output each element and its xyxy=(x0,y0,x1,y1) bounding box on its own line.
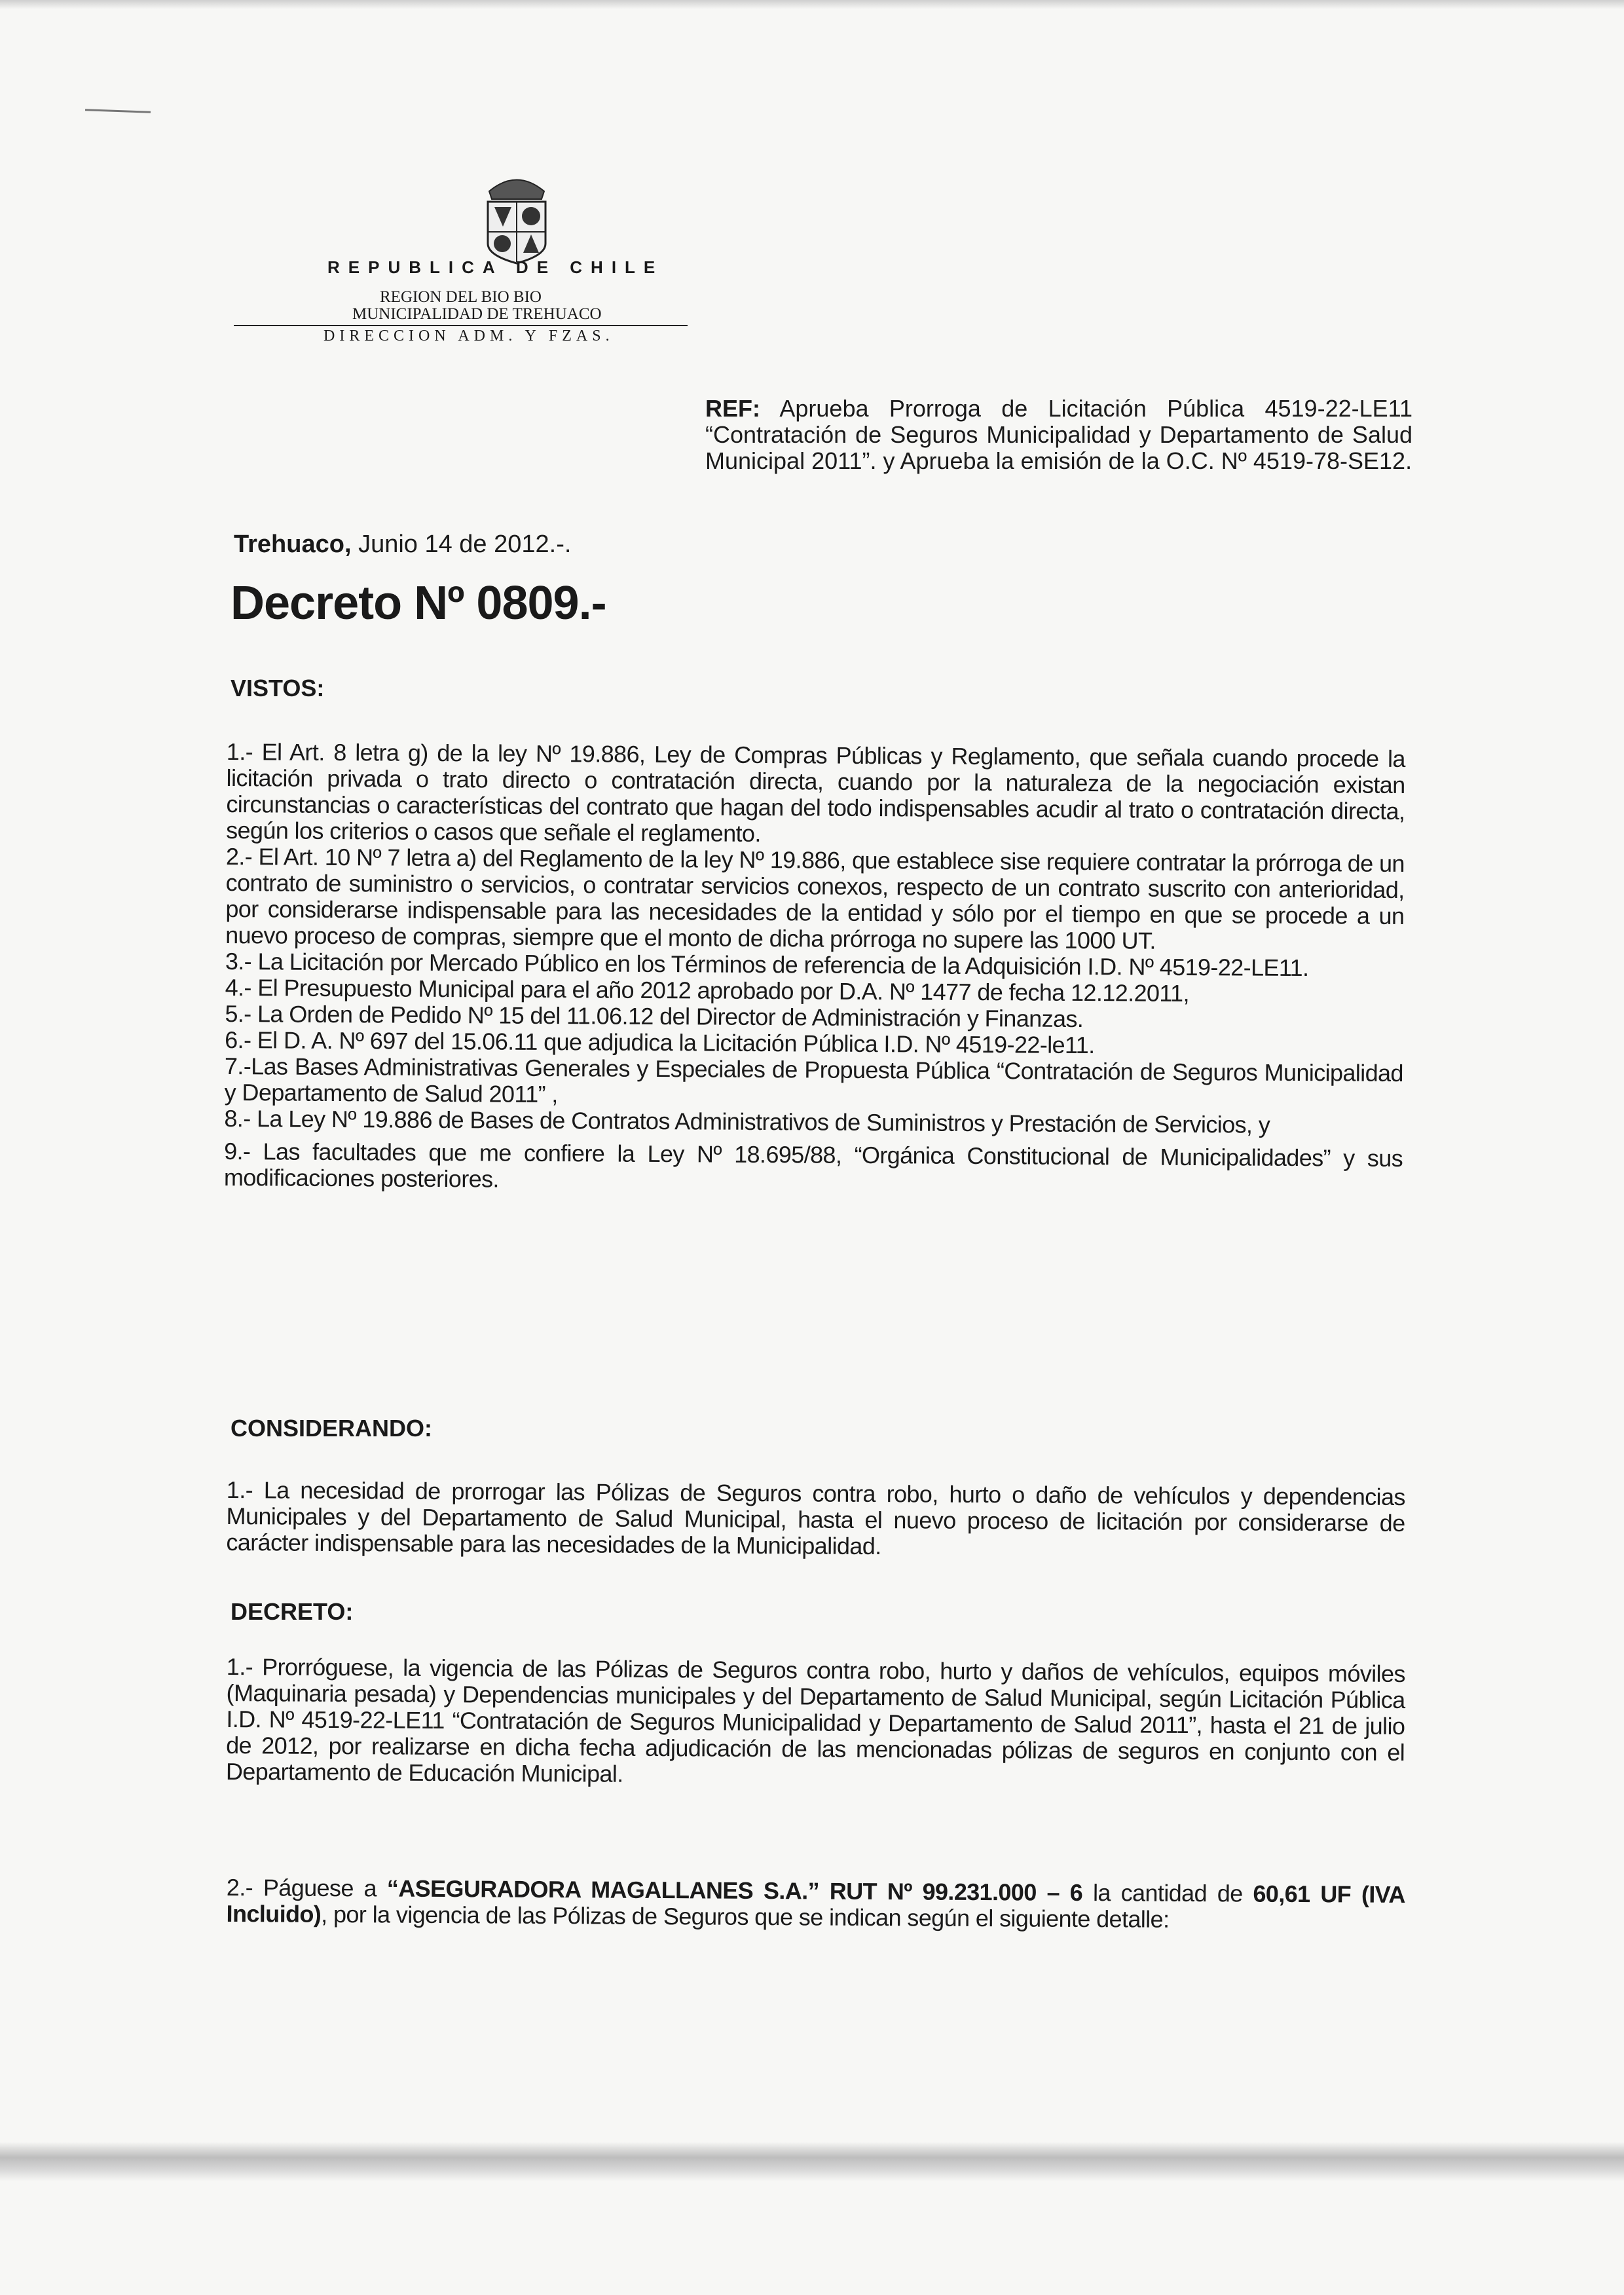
vistos-heading: VISTOS: xyxy=(231,675,325,701)
vistos-item: 7.-Las Bases Administrativas Generales y Especiales de Propuesta Pública “Contratación de Seguros Municipalidad y Departamento de Salud 2011” , xyxy=(224,1052,1404,1108)
municipal-coat-of-arms-icon xyxy=(483,172,551,265)
decreto-heading: DECRETO: xyxy=(231,1598,354,1625)
vistos-item: 1.- El Art. 8 letra g) de la ley Nº 19.886, Ley de Compras Públicas y Reglamento, que señala cuando procede la licitación privada o trato directo o contratación directa, cuando por la naturaleza de la negociación existan circunstancias o características del contrato que hagan del todo indispensables acudir al trato o contratación directa, según los criterios o casos que señale el reglamento. xyxy=(226,738,1405,847)
ref-text: Aprueba Prorroga de Licitación Pública 4519-22-LE11 “Contratación de Seguros Municipalidad y Departamento de Salud Municipal 2011”. y Aprueba la emisión de la O.C. Nº 4519-78-SE12. xyxy=(705,395,1413,474)
scan-top-edge xyxy=(0,0,1624,9)
letterhead-country: REPUBLICA DE CHILE xyxy=(327,257,664,277)
vistos-item: 9.- Las facultades que me confiere la Ley Nº 18.695/88, “Orgánica Constitucional de Municipalidades” y sus modificaciones posteriores. xyxy=(223,1137,1403,1193)
decreto-item-2-text: la cantidad de xyxy=(1082,1878,1253,1907)
place-city: Trehuaco, xyxy=(234,531,352,558)
date: Junio 14 de 2012.-. xyxy=(358,531,572,558)
ref-label: REF: xyxy=(705,395,760,422)
vistos-item: 6.- El D. A. Nº 697 del 15.06.11 que adjudica la Licitación Pública I.D. Nº 4519-22-le11. xyxy=(225,1026,1095,1059)
scan-mark xyxy=(85,109,151,113)
letterhead-municipality: MUNICIPALIDAD DE TREHUACO xyxy=(352,305,602,323)
considerando-heading: CONSIDERANDO: xyxy=(231,1415,433,1442)
decreto-item-2 xyxy=(227,1875,1405,1934)
decreto-item-2-text: , por la vigencia de las Pólizas de Seguros que se indican según el siguiente detalle: xyxy=(321,1900,1170,1933)
vistos-list xyxy=(224,739,1405,1198)
scan-bottom-band xyxy=(0,2142,1624,2181)
letterhead-divider xyxy=(234,325,688,326)
decree-title: Decreto Nº 0809.- xyxy=(231,577,606,629)
payment-amount: 60,61 UF (IVA Incluido) xyxy=(226,1880,1405,1928)
vistos-item: 4.- El Presupuesto Municipal para el año 2012 aprobado por D.A. Nº 1477 de fecha 12.12.2011, xyxy=(225,973,1190,1007)
decreto-item-2-text: 2.- Páguese a xyxy=(226,1874,388,1902)
letterhead-region: REGION DEL BIO BIO xyxy=(380,288,542,306)
letterhead-department: DIRECCION ADM. Y FZAS. xyxy=(323,327,614,345)
vistos-item: 8.- La Ley Nº 19.886 de Bases de Contratos Administrativos de Suministros y Prestación de Servicios, y xyxy=(224,1104,1270,1138)
insurer-name-rut: “ASEGURADORA MAGALLANES S.A.” RUT Nº 99.231.000 – 6 xyxy=(386,1875,1083,1906)
vistos-item: 5.- La Orden de Pedido Nº 15 del 11.06.12 del Director de Administración y Finanzas. xyxy=(225,999,1084,1032)
considerando-list xyxy=(226,1477,1405,1563)
vistos-item: 2.- El Art. 10 Nº 7 letra a) del Reglamento de la ley Nº 19.886, que establece sise requiere contratar la prórroga de un contrato de suministro o servicios, o contratar servicios conexos, respecto de un contrato suscrito con anterioridad, por considerarse indispensable para las necesidades de la entidad y sólo por el tiempo en que se procede a un nuevo proceso de compras, siempre que el monto de dicha prórroga no supere las 1000 UT. xyxy=(225,842,1405,954)
decreto-item-1: 1.- Prorróguese, la vigencia de las Pólizas de Seguros contra robo, hurto y daños de vehículos, equipos móviles (Maquinaria pesada) y Dependencias municipales y del Departamento de Salud Municipal, según Licitación Pública I.D. Nº 4519-22-LE11 “Contratación de Seguros Municipalidad y Departamento de Salud 2011”, hasta el 21 de julio de 2012, por realizarse en dicha fecha adjudicación de las mencionadas pólizas de seguros en conjunto con el Departamento de Educación Municipal. xyxy=(225,1653,1405,1787)
vistos-item: 3.- La Licitación por Mercado Público en los Términos de referencia de la Adquisición I.D. Nº 4519-22-LE11. xyxy=(225,947,1309,982)
considerando-item: 1.- La necesidad de prorrogar las Pólizas de Seguros contra robo, hurto o daño de vehículos y dependencias Municipales y del Departamento de Salud Municipal, hasta el nuevo proceso de licitación por considerarse de carácter indispensable para las necesidades de la Municipalidad. xyxy=(226,1476,1405,1560)
reference-block xyxy=(705,396,1412,474)
place-date xyxy=(234,531,571,559)
